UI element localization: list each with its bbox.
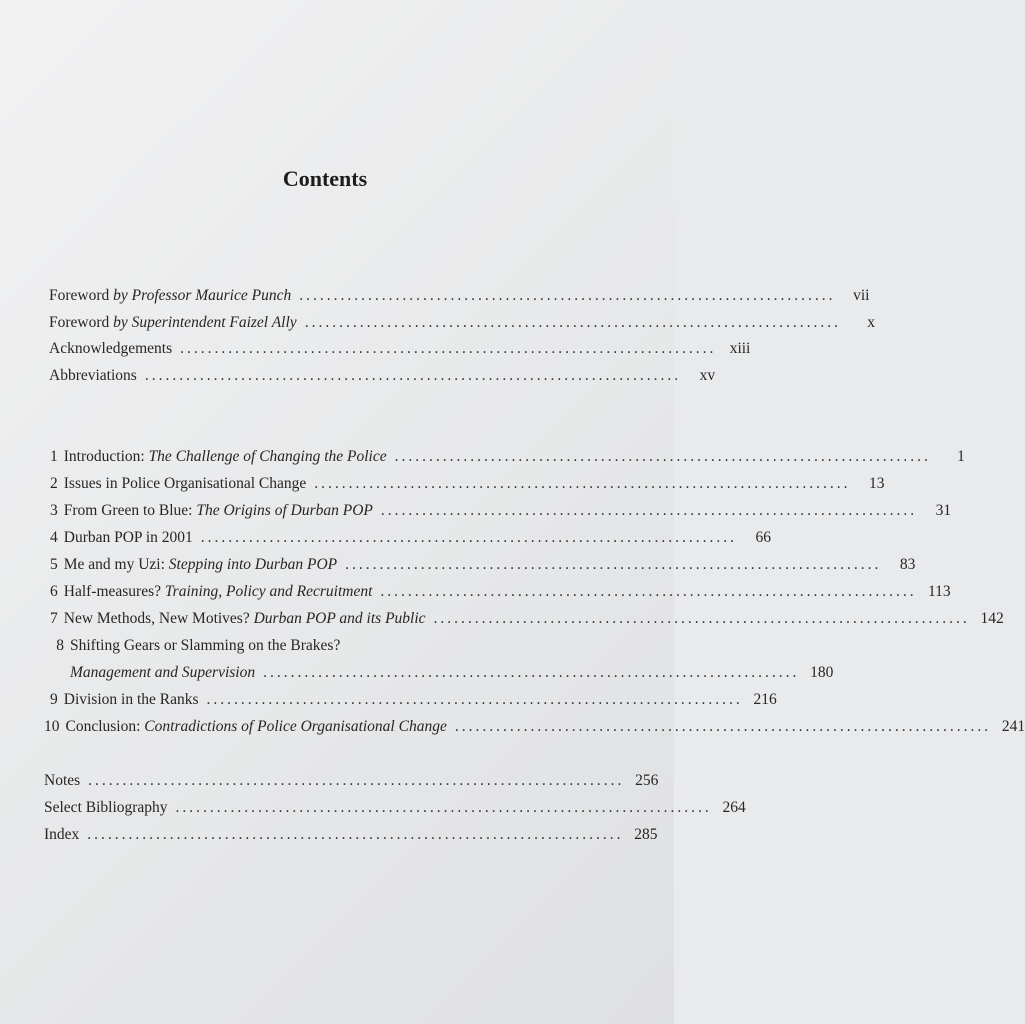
chapter-number: 9: [50, 691, 58, 708]
leader-dots: ..............................................................................: [454, 718, 992, 735]
leader-dots: ..............................................................................: [394, 448, 931, 465]
toc-page-number: xv: [699, 367, 716, 384]
leader-dots: ..............................................................................: [144, 367, 682, 384]
toc-page-number: 31: [935, 502, 952, 519]
toc-entry-label: Acknowledgements: [49, 340, 173, 357]
chapter-number: 1: [50, 448, 58, 465]
leader-dots: ..............................................................................: [263, 664, 800, 681]
toc-entry-notes: [44, 772, 659, 790]
leader-dots: ..............................................................................: [299, 287, 836, 304]
toc-entry-label: Issues in Police Organisational Change: [63, 475, 307, 492]
toc-entry-label: Half-measures? Training, Policy and Recruitment: [63, 583, 373, 600]
leader-dots: ..............................................................................: [180, 340, 717, 357]
toc-entry-foreword-punch: [49, 287, 870, 305]
toc-page-number: 113: [927, 583, 951, 600]
toc-chapter-8-line-1: [50, 637, 598, 655]
chapter-number: 2: [50, 475, 58, 492]
toc-page-number: 285: [634, 826, 658, 843]
toc-chapter-5: [50, 556, 916, 574]
toc-entry-label: Management and Supervision: [70, 664, 256, 681]
toc-entry-label: From Green to Blue: The Origins of Durban POP: [63, 502, 373, 519]
leader-dots: ..............................................................................: [200, 529, 738, 546]
toc-chapter-9: [50, 691, 777, 709]
toc-entry-label: Select Bibliography: [44, 799, 168, 816]
leader-dots: ..............................................................................: [345, 556, 882, 573]
toc-entry-label: Division in the Ranks: [63, 691, 199, 708]
toc-chapter-1: [50, 448, 965, 466]
leader-dots: ..............................................................................: [314, 475, 851, 492]
leader-dots: ..............................................................................: [304, 314, 841, 331]
toc-chapter-4: [50, 529, 772, 547]
leader-dots: ..............................................................................: [175, 799, 712, 816]
toc-entry-label: Foreword by Professor Maurice Punch: [49, 287, 292, 304]
toc-entry-label: Notes: [44, 772, 81, 789]
toc-page-number: 13: [869, 475, 885, 492]
toc-entry-label: Shifting Gears or Slamming on the Brakes?: [70, 637, 341, 654]
toc-page-number: xiii: [729, 340, 751, 357]
chapter-number: 6: [50, 583, 58, 600]
chapter-number: 8: [56, 637, 64, 654]
toc-page-number: x: [867, 314, 875, 331]
leader-dots: ..............................................................................: [433, 610, 970, 627]
toc-entry-index: [44, 826, 658, 844]
toc-chapter-3: [50, 502, 952, 520]
toc-page-number: 1: [957, 448, 965, 465]
toc-page-number: vii: [853, 287, 870, 304]
chapter-number: 10: [44, 718, 60, 735]
toc-page-number: 256: [635, 772, 659, 789]
chapter-number: 7: [50, 610, 58, 627]
toc-page-number: 142: [980, 610, 1004, 627]
toc-chapter-2: [50, 475, 885, 493]
toc-chapter-6: [50, 583, 951, 601]
toc-page-number: 216: [753, 691, 777, 708]
chapter-number: 5: [50, 556, 58, 573]
leader-dots: ..............................................................................: [380, 583, 917, 600]
page-title: Contents: [282, 166, 368, 191]
leader-dots: ..............................................................................: [206, 691, 743, 708]
toc-entry-label: Index: [44, 826, 80, 843]
toc-entry-label: Introduction: The Challenge of Changing the Police: [63, 448, 387, 465]
chapter-number: 4: [50, 529, 58, 546]
toc-entry-label: Abbreviations: [49, 367, 137, 384]
leader-dots: ..............................................................................: [380, 502, 918, 519]
toc-entry-label: Durban POP in 2001: [63, 529, 193, 546]
toc-chapter-8-line-2: [70, 664, 834, 682]
toc-page-number: 241: [1001, 718, 1025, 735]
chapter-number: 3: [50, 502, 58, 519]
toc-entry-abbreviations: [49, 367, 716, 385]
toc-entry-label: Me and my Uzi: Stepping into Durban POP: [63, 556, 338, 573]
toc-entry-label: Conclusion: Contradictions of Police Organisational Change: [65, 718, 447, 735]
toc-page-number: 180: [810, 664, 834, 681]
toc-entry-bibliography: [44, 799, 746, 817]
toc-entry-acknowledgements: [49, 340, 751, 358]
toc-chapter-7: [50, 610, 1004, 628]
toc-page-number: 264: [722, 799, 746, 816]
leader-dots: ..............................................................................: [87, 826, 624, 843]
toc-entry-foreword-ally: [49, 314, 875, 332]
toc-entry-label: New Methods, New Motives? Durban POP and its Public: [63, 610, 426, 627]
leader-dots: ..............................................................................: [88, 772, 625, 789]
toc-entry-label: Foreword by Superintendent Faizel Ally: [49, 314, 297, 331]
toc-chapter-10: [44, 718, 1025, 736]
toc-page-number: 83: [899, 556, 916, 573]
toc-page-number: 66: [755, 529, 772, 546]
